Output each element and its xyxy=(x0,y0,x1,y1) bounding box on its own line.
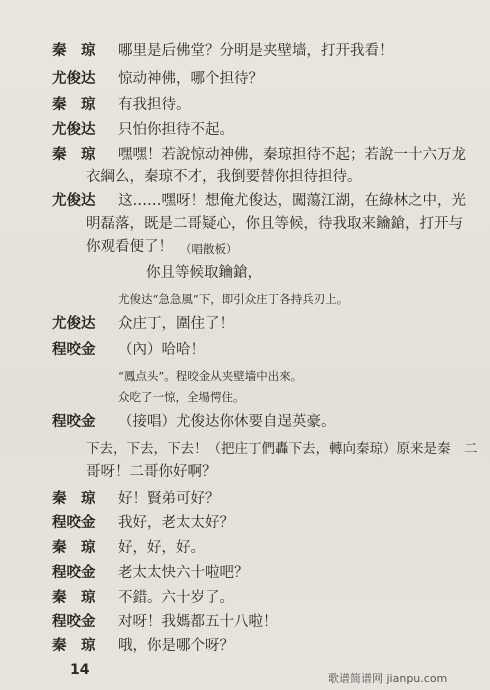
dialogue-text: 明磊落，既是二哥疑心，你且等候，待我取来鑰鎗，打开与 xyxy=(86,216,463,232)
stage-direction: （唱散板） xyxy=(180,242,238,256)
dialogue-text: 众庄丁，圍住了！ xyxy=(118,316,234,332)
stage-direction: 尤俊达“急急風”下，即引众庄丁各持兵刃上。 xyxy=(118,292,349,306)
dialogue-text: 有我担待。 xyxy=(118,97,191,113)
site-watermark: 歌谱简谱网 jianpu.com xyxy=(328,672,448,685)
speaker-name: 秦 琼 xyxy=(52,539,96,556)
speaker-name: 程咬金 xyxy=(52,514,96,531)
dialogue-text: 只怕你担待不起。 xyxy=(118,122,234,138)
dialogue-text: 你观看便了！ xyxy=(86,239,173,255)
dialogue-text: 嘿嘿！若說惊动神佛，秦琼担待不起；若說一十六万龙 xyxy=(118,147,466,163)
dialogue-text: 我好，老太太好？ xyxy=(118,515,234,531)
speaker-name: 尤俊达 xyxy=(52,70,96,87)
speaker-name: 秦 琼 xyxy=(52,589,96,606)
dialogue-text: （接唱）尤俊达你休要自逞英豪。 xyxy=(118,414,336,430)
speaker-name: 尤俊达 xyxy=(52,192,96,209)
dialogue-text: 衣綱么，秦琼不才，我倒要替你担待担待。 xyxy=(86,169,362,185)
dialogue-text: 不錯。六十岁了。 xyxy=(118,590,234,606)
stage-direction: 众吃了一惊，全場愕住。 xyxy=(118,390,245,404)
dialogue-text: 好，好，好。 xyxy=(118,540,205,556)
dialogue-text: 惊动神佛，哪个担待？ xyxy=(118,71,263,87)
speaker-name: 秦 琼 xyxy=(52,146,96,163)
stage-direction: “鳳点头”。程咬金从夹壁墙中出來。 xyxy=(118,369,303,383)
dialogue-text: 老太太快六十啦吧？ xyxy=(118,565,249,581)
dialogue-text: 哪里是后佛堂？分明是夹壁墙，打开我看！ xyxy=(118,43,394,59)
speaker-name: 程咬金 xyxy=(52,341,96,358)
speaker-name: 程咬金 xyxy=(52,564,96,581)
speaker-name: 秦 琼 xyxy=(52,490,96,507)
page-number: 14 xyxy=(70,662,90,678)
speaker-name: 尤俊达 xyxy=(52,121,96,138)
dialogue-text: 这……嘿呀！想俺尤俊达，闖蕩江湖，在綠林之中，光 xyxy=(118,193,466,209)
dialogue-text: 哦，你是哪个呀？ xyxy=(118,638,234,654)
dialogue-text: 好！賢弟可好？ xyxy=(118,491,220,507)
lyric-text: 你且等候取鑰鎗， xyxy=(146,265,262,281)
speaker-name: 秦 琼 xyxy=(52,42,96,59)
speaker-name: 程咬金 xyxy=(52,413,96,430)
speaker-name: 秦 琼 xyxy=(52,637,96,654)
dialogue-text: 下去，下去，下去！（把庄丁們轟下去，轉向秦琼）原来是秦 二 xyxy=(86,441,478,457)
dialogue-text: 对呀！我媽都五十八啦！ xyxy=(118,614,278,630)
speaker-name: 尤俊达 xyxy=(52,315,96,332)
speaker-name: 秦 琼 xyxy=(52,96,96,113)
dialogue-text: （內）哈哈！ xyxy=(118,342,205,358)
speaker-name: 程咬金 xyxy=(52,613,96,630)
dialogue-text: 哥呀！二哥你好啊？ xyxy=(86,464,217,480)
